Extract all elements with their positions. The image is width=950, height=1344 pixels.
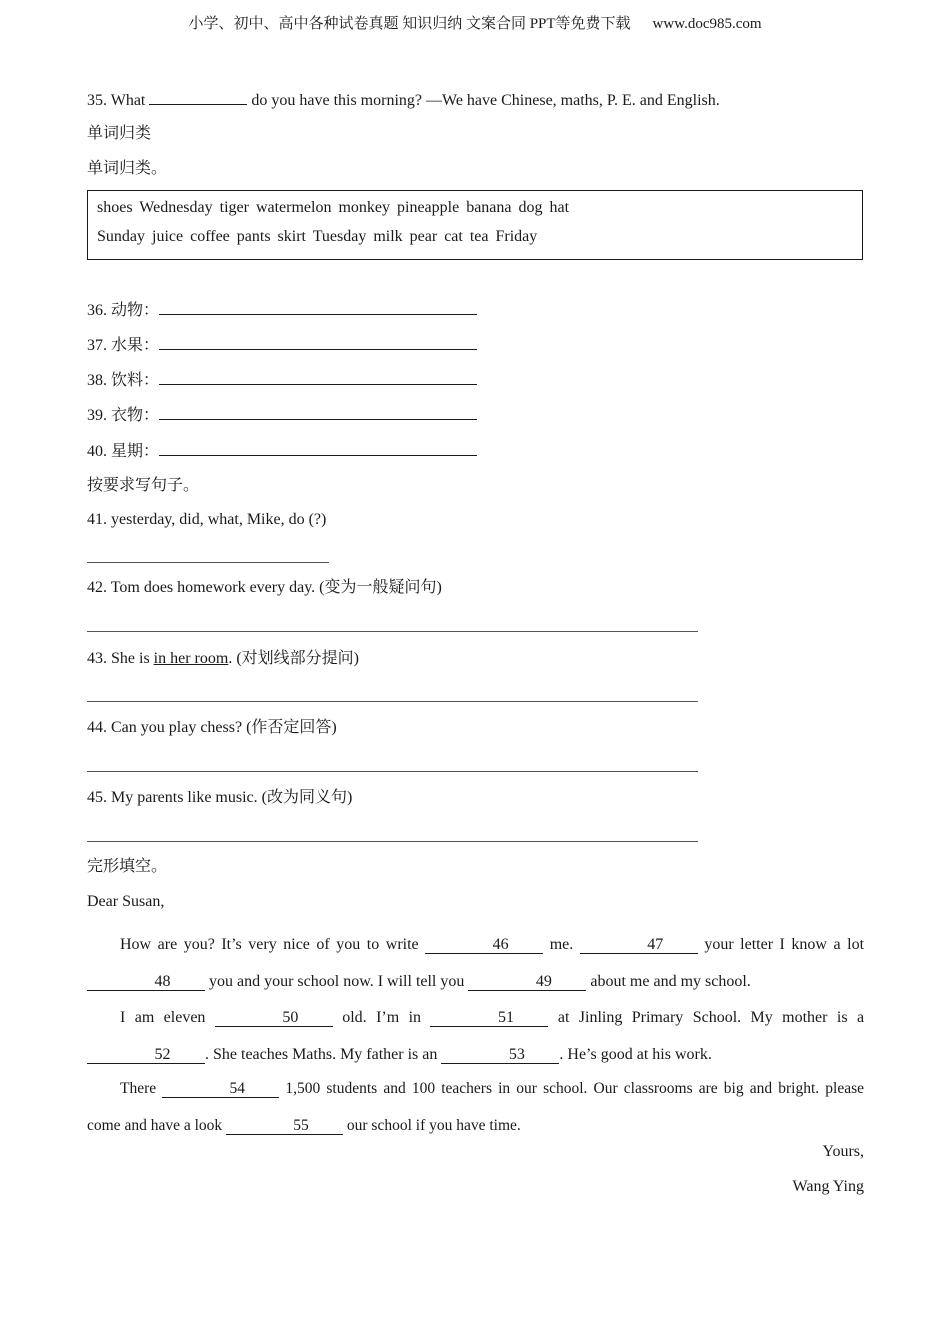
cloze-blank-51[interactable]: 51 [430, 1010, 548, 1027]
cloze-blank-47[interactable]: 47 [580, 937, 698, 954]
q35-post: do you have this morning? —We have Chinese, maths, P. E. and English. [251, 92, 720, 109]
question-44: 44. Can you play chess? (作否定回答) [87, 719, 337, 736]
question-35 [87, 90, 720, 111]
classify-label-36: 36. 动物： [87, 302, 160, 319]
cloze-blank-46[interactable]: 46 [425, 937, 543, 954]
classify-label-39: 39. 衣物： [87, 407, 160, 424]
word-box [87, 190, 863, 260]
cloze-blank-49[interactable]: 49 [468, 974, 586, 991]
word-box-row-1: shoes Wednesday tiger watermelon monkey pineapple banana dog hat [97, 199, 570, 216]
page-header [0, 12, 950, 33]
p1-text-d: you and your school now. I will tell you [209, 973, 465, 990]
letter-signature: Wang Ying [792, 1178, 864, 1195]
letter-paragraph-2 [87, 999, 864, 1073]
cloze-blank-48[interactable]: 48 [87, 974, 205, 991]
header-text: 小学、初中、高中各种试卷真题 知识归纳 文案合同 PPT等免费下载 [188, 16, 631, 32]
answer-line-45[interactable] [87, 841, 698, 842]
classify-item-37 [87, 335, 477, 356]
classify-blank-40[interactable] [159, 441, 477, 456]
p1-text-b: me. [549, 936, 574, 953]
q43-pre: 43. She is [87, 650, 154, 667]
p3-text-c: come and have a look [87, 1117, 223, 1134]
q43-underlined: in her room [153, 650, 229, 667]
cloze-blank-53[interactable]: 53 [441, 1047, 559, 1064]
p3-text-a: There [120, 1080, 157, 1097]
question-41: 41. yesterday, did, what, Mike, do (?) [87, 511, 327, 528]
q35-blank[interactable] [149, 90, 247, 105]
p1-text-a: How are you? It’s very nice of you to write [120, 936, 419, 953]
p2-text-e: . He’s good at his work. [559, 1046, 712, 1063]
answer-line-41[interactable] [87, 562, 329, 563]
letter-closing: Yours, [822, 1143, 864, 1160]
cloze-blank-55[interactable]: 55 [226, 1118, 343, 1135]
letter-paragraph-1 [87, 926, 864, 1000]
classify-label-37: 37. 水果： [87, 337, 160, 354]
classify-blank-36[interactable] [159, 300, 477, 315]
cloze-blank-52[interactable]: 52 [87, 1047, 205, 1064]
question-42: 42. Tom does homework every day. (变为一般疑问句) [87, 579, 442, 596]
answer-line-44[interactable] [87, 771, 698, 772]
section-title-cloze: 完形填空。 [87, 858, 168, 875]
classify-blank-38[interactable] [159, 370, 477, 385]
classify-label-38: 38. 饮料： [87, 372, 160, 389]
answer-line-43[interactable] [87, 701, 698, 702]
p2-text-c: at Jinling Primary School. My mother is a [557, 1009, 865, 1026]
p2-text-a: I am eleven [120, 1009, 206, 1026]
classify-item-40 [87, 441, 477, 462]
section-instruction-classify: 单词归类。 [87, 160, 168, 177]
classify-item-38 [87, 370, 477, 391]
classify-item-36 [87, 300, 477, 321]
letter-paragraph-3 [87, 1070, 864, 1144]
classify-item-39 [87, 405, 477, 426]
p3-text-d: our school if you have time. [346, 1117, 521, 1134]
p1-text-c: your letter I know a lot [704, 936, 865, 953]
letter-greeting: Dear Susan, [87, 893, 165, 910]
section-title-sentences: 按要求写句子。 [87, 477, 200, 494]
p3-text-b: 1,500 students and 100 teachers in our school. Our classrooms are big and bright. please [285, 1080, 864, 1097]
q43-post: . (对划线部分提问) [228, 650, 359, 667]
q35-pre: 35. What [87, 92, 146, 109]
cloze-blank-54[interactable]: 54 [162, 1081, 279, 1098]
word-box-row-2: Sunday juice coffee pants skirt Tuesday milk pear cat tea Friday [97, 228, 538, 245]
header-site: www.doc985.com [652, 16, 762, 32]
p2-text-b: old. I’m in [342, 1009, 422, 1026]
classify-blank-39[interactable] [159, 405, 477, 420]
p2-text-d: . She teaches Maths. My father is an [205, 1046, 438, 1063]
cloze-blank-50[interactable]: 50 [215, 1010, 333, 1027]
p1-text-e: about me and my school. [590, 973, 751, 990]
question-43 [87, 649, 359, 669]
answer-line-42[interactable] [87, 631, 698, 632]
classify-blank-37[interactable] [159, 335, 477, 350]
question-45: 45. My parents like music. (改为同义句) [87, 789, 353, 806]
section-title-classify: 单词归类 [87, 125, 152, 142]
classify-label-40: 40. 星期： [87, 443, 160, 460]
